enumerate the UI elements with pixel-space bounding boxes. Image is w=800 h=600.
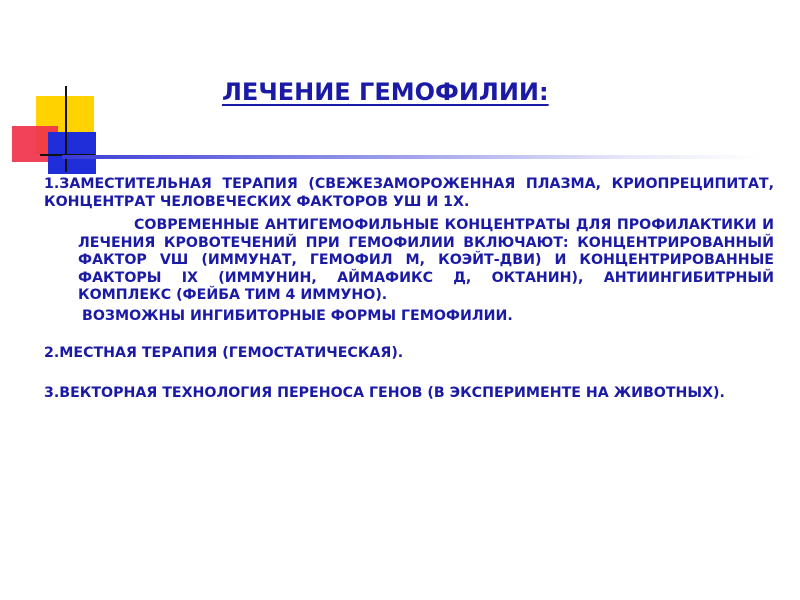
item-1-main-text (44, 176, 774, 211)
spacer (44, 325, 774, 345)
item-2-number: 2. (44, 345, 60, 361)
item-3-main-text (44, 385, 774, 403)
item-1-number: 1. (44, 176, 60, 192)
list-item-1 (44, 176, 774, 325)
title-divider (62, 155, 762, 159)
list-item-2 (44, 345, 774, 363)
item-3-text: ВЕКТОРНАЯ ТЕХНОЛОГИЯ ПЕРЕНОСА ГЕНОВ (В ЭКСПЕРИМЕНТЕ НА ЖИВОТНЫХ). (59, 384, 725, 401)
item-3-number: 3. (44, 384, 60, 401)
item-2-text: МЕСТНАЯ ТЕРАПИЯ (ГЕМОСТАТИЧЕСКАЯ). (59, 345, 404, 361)
item-1-inhibitor-text: ВОЗМОЖНЫ ИНГИБИТОРНЫЕ ФОРМЫ ГЕМОФИЛИИ. (82, 307, 513, 324)
item-1-text: ЗАМЕСТИТЕЛЬНАЯ ТЕРАПИЯ (СВЕЖЕЗАМОРОЖЕННАЯ ПЛАЗМА, КРИОПРЕЦИПИТАТ, КОНЦЕНТРАТ ЧЕЛОВЕЧЕСКИХ ФАКТОРОВ УШ И 1Х. (44, 176, 774, 210)
slide-title: ЛЕЧЕНИЕ ГЕМОФИЛИИ: (222, 78, 549, 106)
list-item-3 (44, 385, 774, 403)
spacer (44, 363, 774, 385)
slide-body (44, 176, 774, 402)
item-1-concentrates-text: СОВРЕМЕННЫЕ АНТИГЕМОФИЛЬНЫЕ КОНЦЕНТРАТЫ ДЛЯ ПРОФИЛАКТИКИ И ЛЕЧЕНИЯ КРОВОТЕЧЕНИЙ ПРИ ГЕМОФИЛИИ ВКЛЮЧАЮТ: КОНЦЕНТРИРОВАННЫЙ ФАКТОР VШ (ИММУНАТ, ГЕМОФИЛ М, КОЭЙТ-ДВИ) И КОНЦЕНТРИРОВАННЫЕ ФАКТОРЫ IX (ИММУНИН, АЙМАФИКС Д, ОКТАНИН), АНТИИНГИБИТРНЫЙ КОМПЛЕКС (ФЕЙБА ТИМ 4 ИММУНО). (78, 217, 774, 303)
item-2-main-text (44, 345, 774, 363)
decor-vertical-line (65, 86, 67, 172)
decor-blue-square (48, 132, 96, 174)
